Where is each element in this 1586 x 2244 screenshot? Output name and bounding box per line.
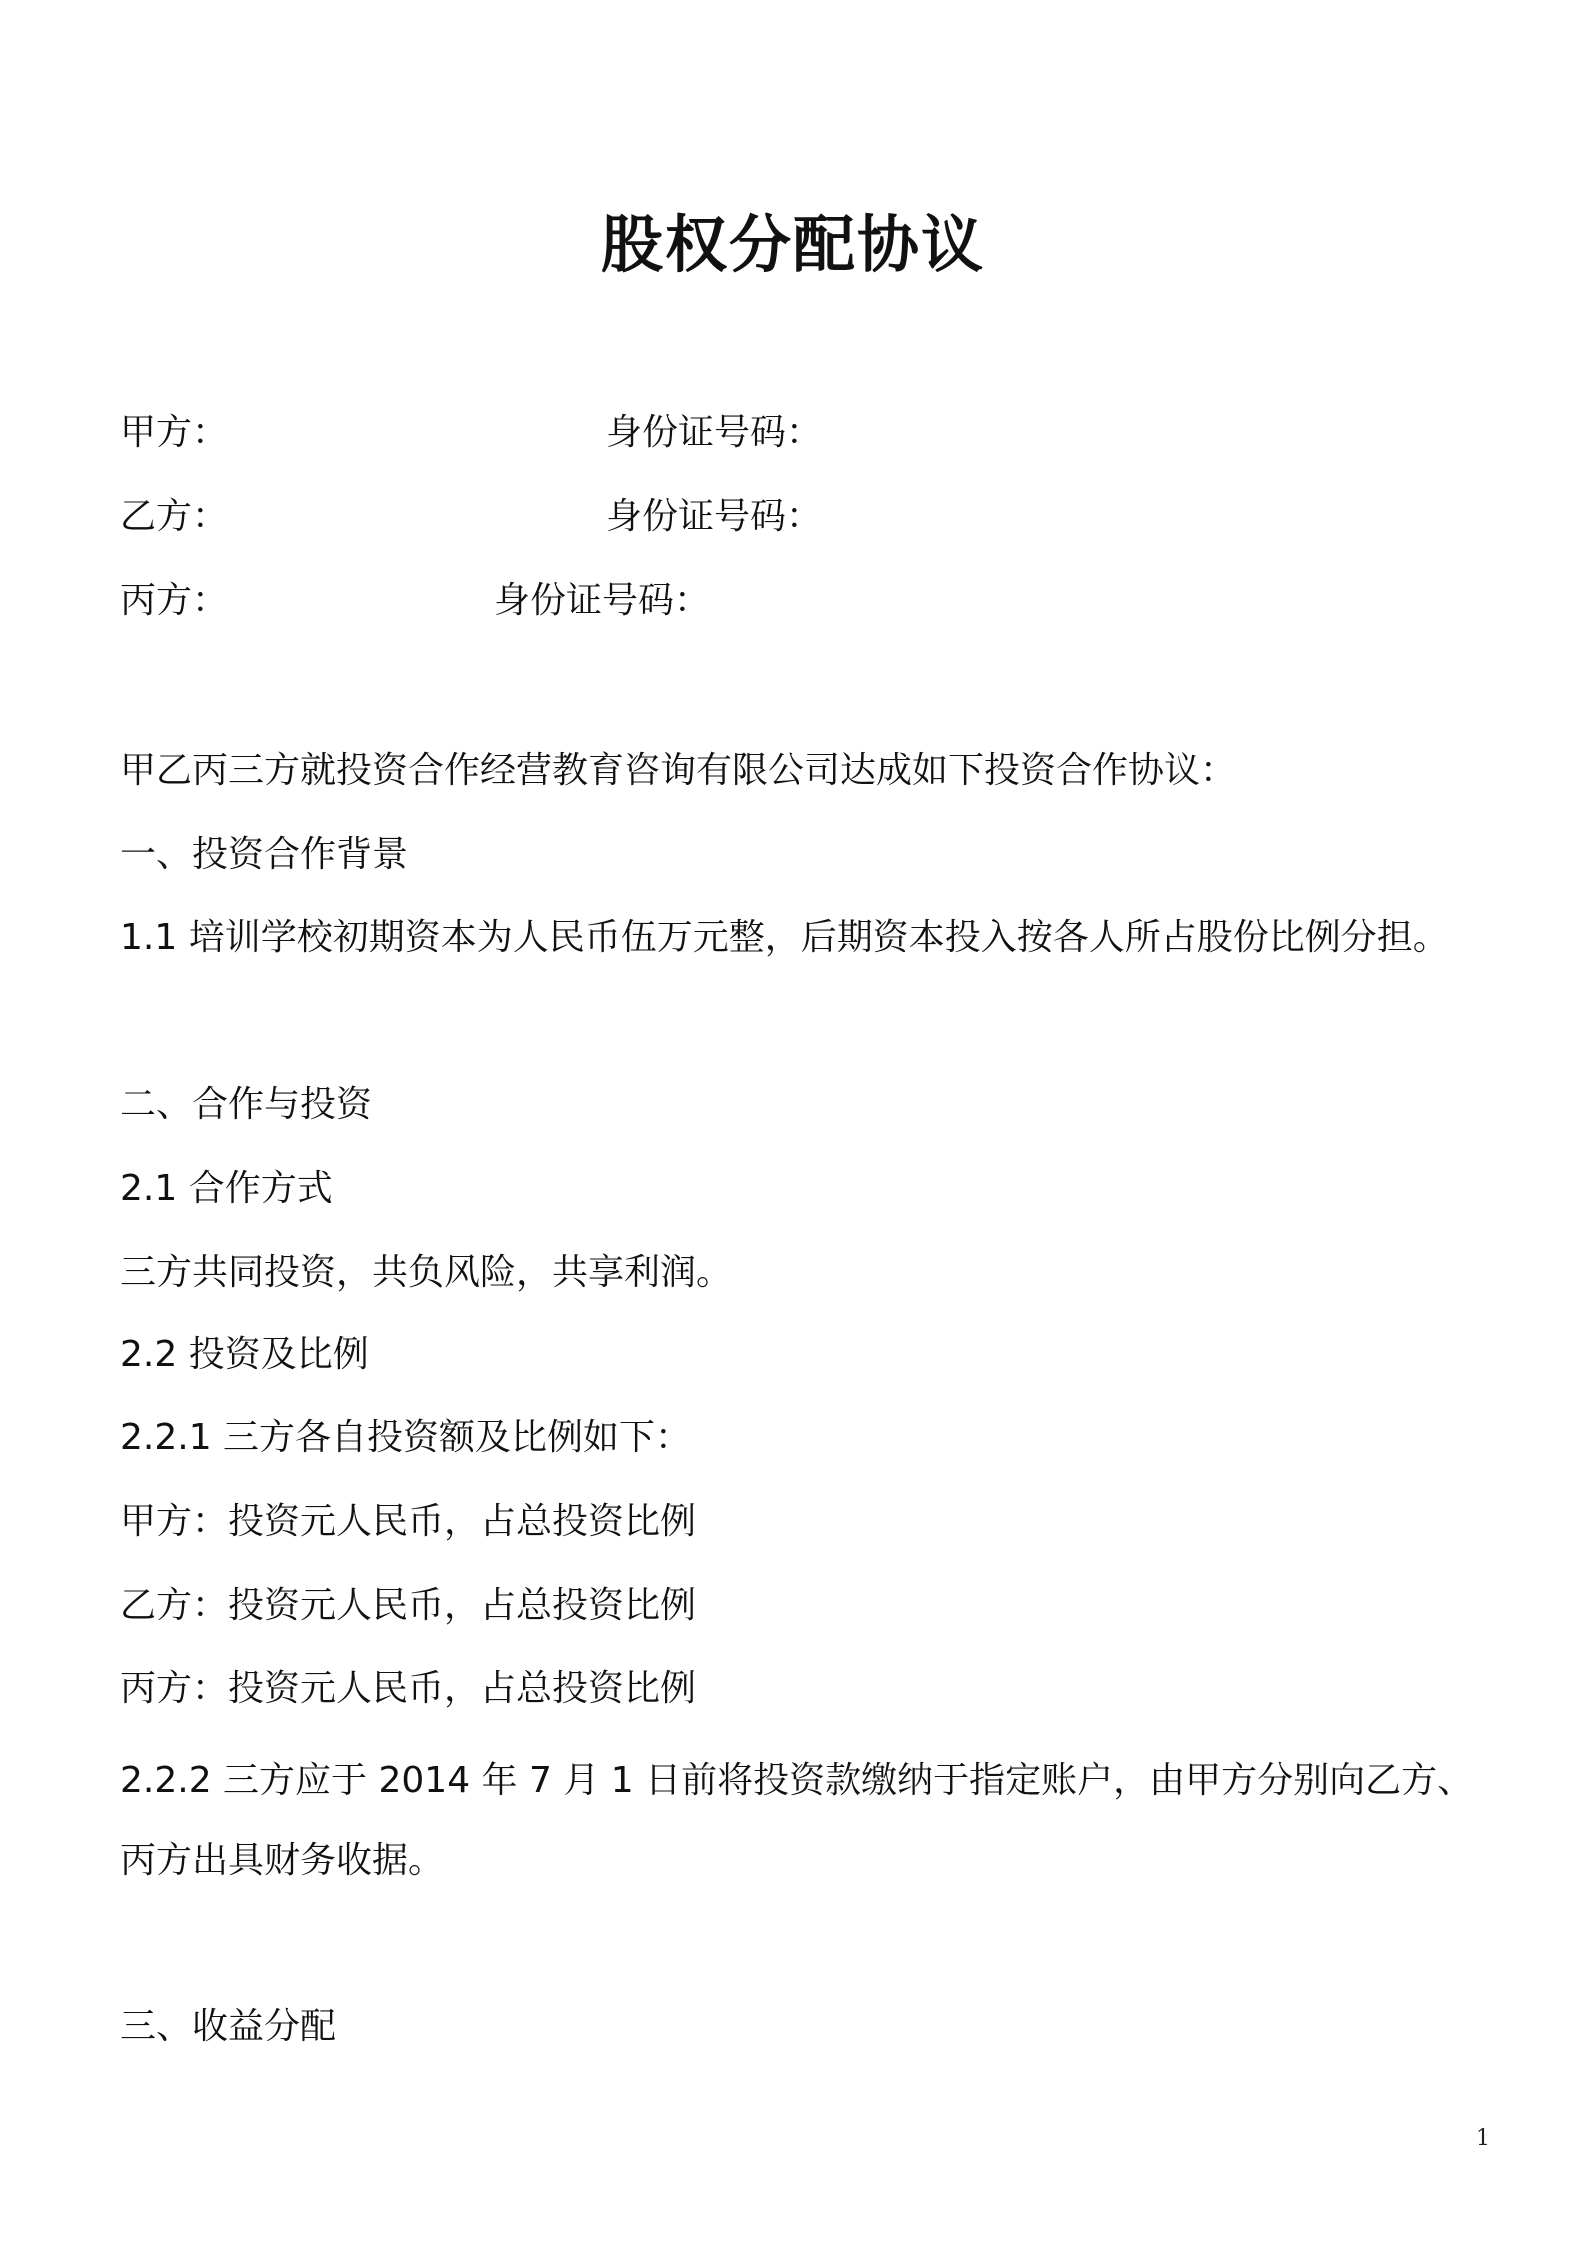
party-c-id-label: 身份证号码：	[494, 580, 711, 621]
clause-2-1-text: 三方共同投资，共负风险，共享利润。	[120, 1252, 733, 1293]
page-number: 1	[1476, 2126, 1490, 2151]
section-2-heading: 二、合作与投资	[120, 1084, 373, 1125]
clause-2-2-2-line-2: 丙方出具财务收据。	[120, 1840, 445, 1881]
party-b-label: 乙方：	[120, 496, 229, 537]
investment-party-c: 丙方：投资元人民币，占总投资比例	[120, 1668, 697, 1709]
clause-2-1-title: 2.1 合作方式	[120, 1168, 333, 1209]
party-c-label: 丙方：	[120, 580, 229, 621]
document-title: 股权分配协议	[600, 208, 985, 281]
section-1-heading: 一、投资合作背景	[120, 834, 409, 875]
clause-2-2-title: 2.2 投资及比例	[120, 1334, 369, 1375]
party-b-id-label: 身份证号码：	[606, 496, 823, 537]
clause-2-2-1: 2.2.1 三方各自投资额及比例如下：	[120, 1417, 692, 1458]
intro-paragraph: 甲乙丙三方就投资合作经营教育咨询有限公司达成如下投资合作协议：	[120, 750, 1237, 791]
investment-party-b: 乙方：投资元人民币，占总投资比例	[120, 1585, 697, 1626]
section-3-heading: 三、收益分配	[120, 2006, 337, 2047]
party-a-id-label: 身份证号码：	[606, 412, 823, 453]
clause-1-1: 1.1 培训学校初期资本为人民币伍万元整，后期资本投入按各人所占股份比例分担。	[120, 917, 1449, 958]
clause-2-2-2-line-1: 2.2.2 三方应于 2014 年 7 月 1 日前将投资款缴纳于指定账户，由甲方分别向乙方、	[120, 1760, 1474, 1801]
party-a-label: 甲方：	[120, 412, 229, 453]
investment-party-a: 甲方：投资元人民币，占总投资比例	[120, 1501, 697, 1542]
